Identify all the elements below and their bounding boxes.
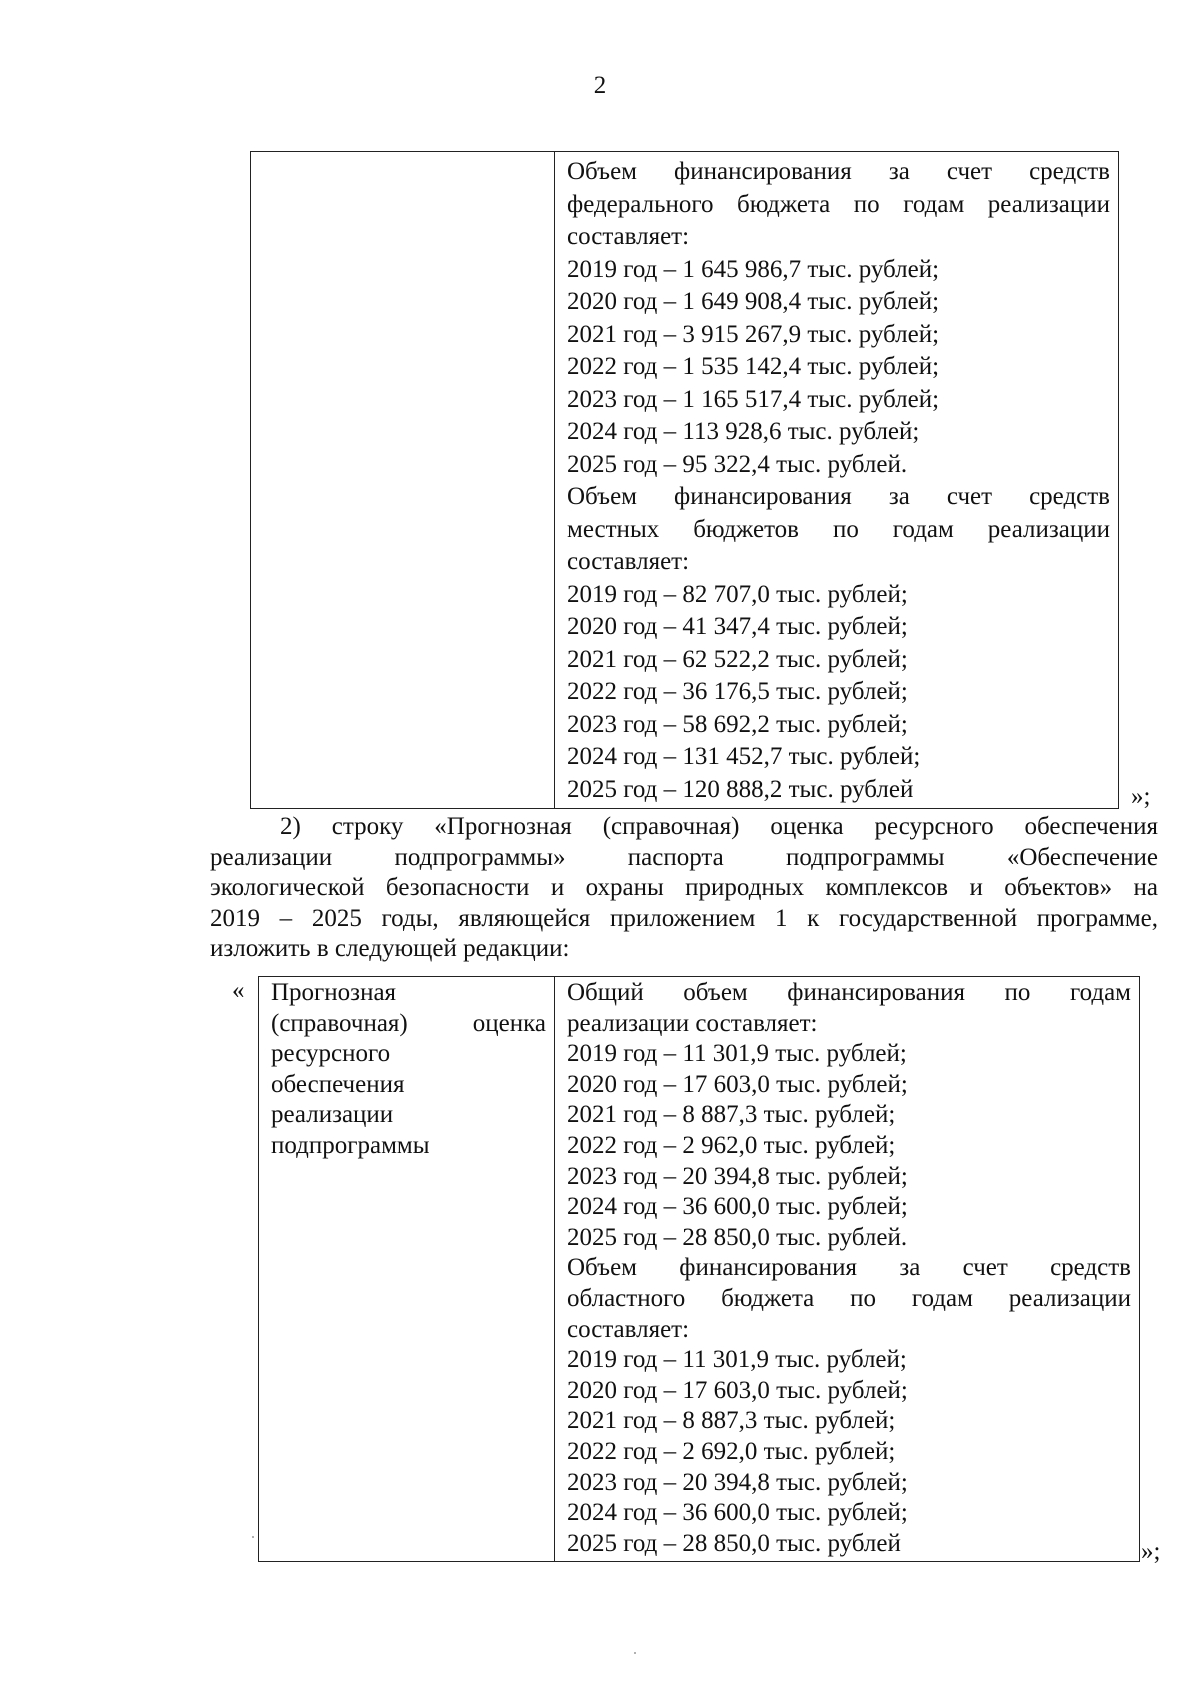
label-line: реализации <box>271 1101 394 1129</box>
local-year-line: 2025 год – 120 888,2 тыс. рублей <box>567 775 914 803</box>
total-intro-line: реализации составляет: <box>567 1009 818 1037</box>
federal-year-line: 2024 год – 113 928,6 тыс. рублей; <box>567 418 920 445</box>
regional-year-line: 2019 год – 11 301,9 тыс. рублей; <box>567 1346 907 1374</box>
regional-intro-line: областного бюджета по годам реализации <box>567 1284 1131 1312</box>
total-year-line: 2025 год – 28 850,0 тыс. рублей. <box>567 1223 908 1251</box>
local-year-line: 2019 год – 82 707,0 тыс. рублей; <box>567 580 908 608</box>
amendment-paragraph <box>210 812 1158 965</box>
page-number: 2 <box>593 72 607 99</box>
table2-close-quote: »; <box>1141 1538 1161 1565</box>
funding-table-continued <box>250 151 1119 809</box>
federal-year-line: 2019 год – 1 645 986,7 тыс. рублей; <box>567 255 940 283</box>
scan-speck <box>634 1652 636 1654</box>
local-year-line: 2021 год – 62 522,2 тыс. рублей; <box>567 645 908 673</box>
regional-year-line: 2021 год – 8 887,3 тыс. рублей; <box>567 1407 896 1435</box>
federal-year-line: 2020 год – 1 649 908,4 тыс. рублей; <box>567 288 940 315</box>
regional-year-line: 2022 год – 2 692,0 тыс. рублей; <box>567 1437 896 1465</box>
regional-intro-line: составляет: <box>567 1315 690 1343</box>
label-line: подпрограммы <box>271 1131 430 1159</box>
federal-year-line: 2025 год – 95 322,4 тыс. рублей. <box>567 450 908 478</box>
local-intro-line: местных бюджетов по годам реализации <box>567 515 1110 543</box>
local-intro-line: составляет: <box>567 548 690 575</box>
total-year-line: 2019 год – 11 301,9 тыс. рублей; <box>567 1040 907 1068</box>
table2-value-cell <box>555 977 1140 1562</box>
federal-year-line: 2023 год – 1 165 517,4 тыс. рублей; <box>567 385 940 413</box>
local-year-line: 2022 год – 36 176,5 тыс. рублей; <box>567 678 908 705</box>
label-line: Прогнозная <box>271 979 397 1006</box>
local-year-line: 2020 год – 41 347,4 тыс. рублей; <box>567 613 908 640</box>
total-intro-line: Общий объем финансирования по годам <box>567 979 1131 1006</box>
regional-year-line: 2025 год – 28 850,0 тыс. рублей <box>567 1529 901 1557</box>
paragraph-line: изложить в следующей редакции: <box>210 935 570 962</box>
regional-intro-line: Объем финансирования за счет средств <box>567 1254 1131 1282</box>
federal-year-line: 2022 год – 1 535 142,4 тыс. рублей; <box>567 353 940 380</box>
paragraph-line: 2) строку «Прогнозная (справочная) оценка ресурсного обеспечения <box>280 813 1158 840</box>
regional-year-line: 2024 год – 36 600,0 тыс. рублей; <box>567 1499 908 1527</box>
total-year-line: 2020 год – 17 603,0 тыс. рублей; <box>567 1070 908 1098</box>
federal-intro-line: составляет: <box>567 223 690 250</box>
federal-intro-line: Объем финансирования за счет средств <box>567 158 1110 185</box>
table1-close-quote: »; <box>1131 783 1151 810</box>
label-line: (справочная) оценка <box>271 1009 546 1037</box>
paragraph-line: экологической безопасности и охраны природных комплексов и объектов» на <box>210 874 1158 901</box>
total-year-line: 2024 год – 36 600,0 тыс. рублей; <box>567 1193 908 1221</box>
regional-year-line: 2020 год – 17 603,0 тыс. рублей; <box>567 1376 908 1404</box>
total-year-line: 2023 год – 20 394,8 тыс. рублей; <box>567 1162 908 1190</box>
regional-year-line: 2023 год – 20 394,8 тыс. рублей; <box>567 1468 908 1496</box>
table1-value-cell <box>555 152 1119 809</box>
local-year-line: 2024 год – 131 452,7 тыс. рублей; <box>567 743 921 770</box>
total-year-line: 2022 год – 2 962,0 тыс. рублей; <box>567 1131 896 1159</box>
paragraph-line: 2019 – 2025 годы, являющейся приложением 1 к государственной программе, <box>210 904 1158 932</box>
local-year-line: 2023 год – 58 692,2 тыс. рублей; <box>567 710 908 738</box>
funding-table-new <box>258 976 1140 1562</box>
table1-label-cell <box>251 152 555 809</box>
label-line: обеспечения <box>271 1070 405 1098</box>
paragraph-line: реализации подпрограммы» паспорта подпрограммы «Обеспечение <box>210 843 1158 871</box>
table2-label-cell <box>259 977 555 1562</box>
local-intro-line: Объем финансирования за счет средств <box>567 483 1110 510</box>
federal-year-line: 2021 год – 3 915 267,9 тыс. рублей; <box>567 320 940 348</box>
total-year-line: 2021 год – 8 887,3 тыс. рублей; <box>567 1101 896 1129</box>
table2-open-quote: « <box>232 977 245 1004</box>
label-line: ресурсного <box>271 1040 391 1068</box>
scan-speck <box>252 1536 254 1538</box>
federal-intro-line: федерального бюджета по годам реализации <box>567 190 1110 218</box>
